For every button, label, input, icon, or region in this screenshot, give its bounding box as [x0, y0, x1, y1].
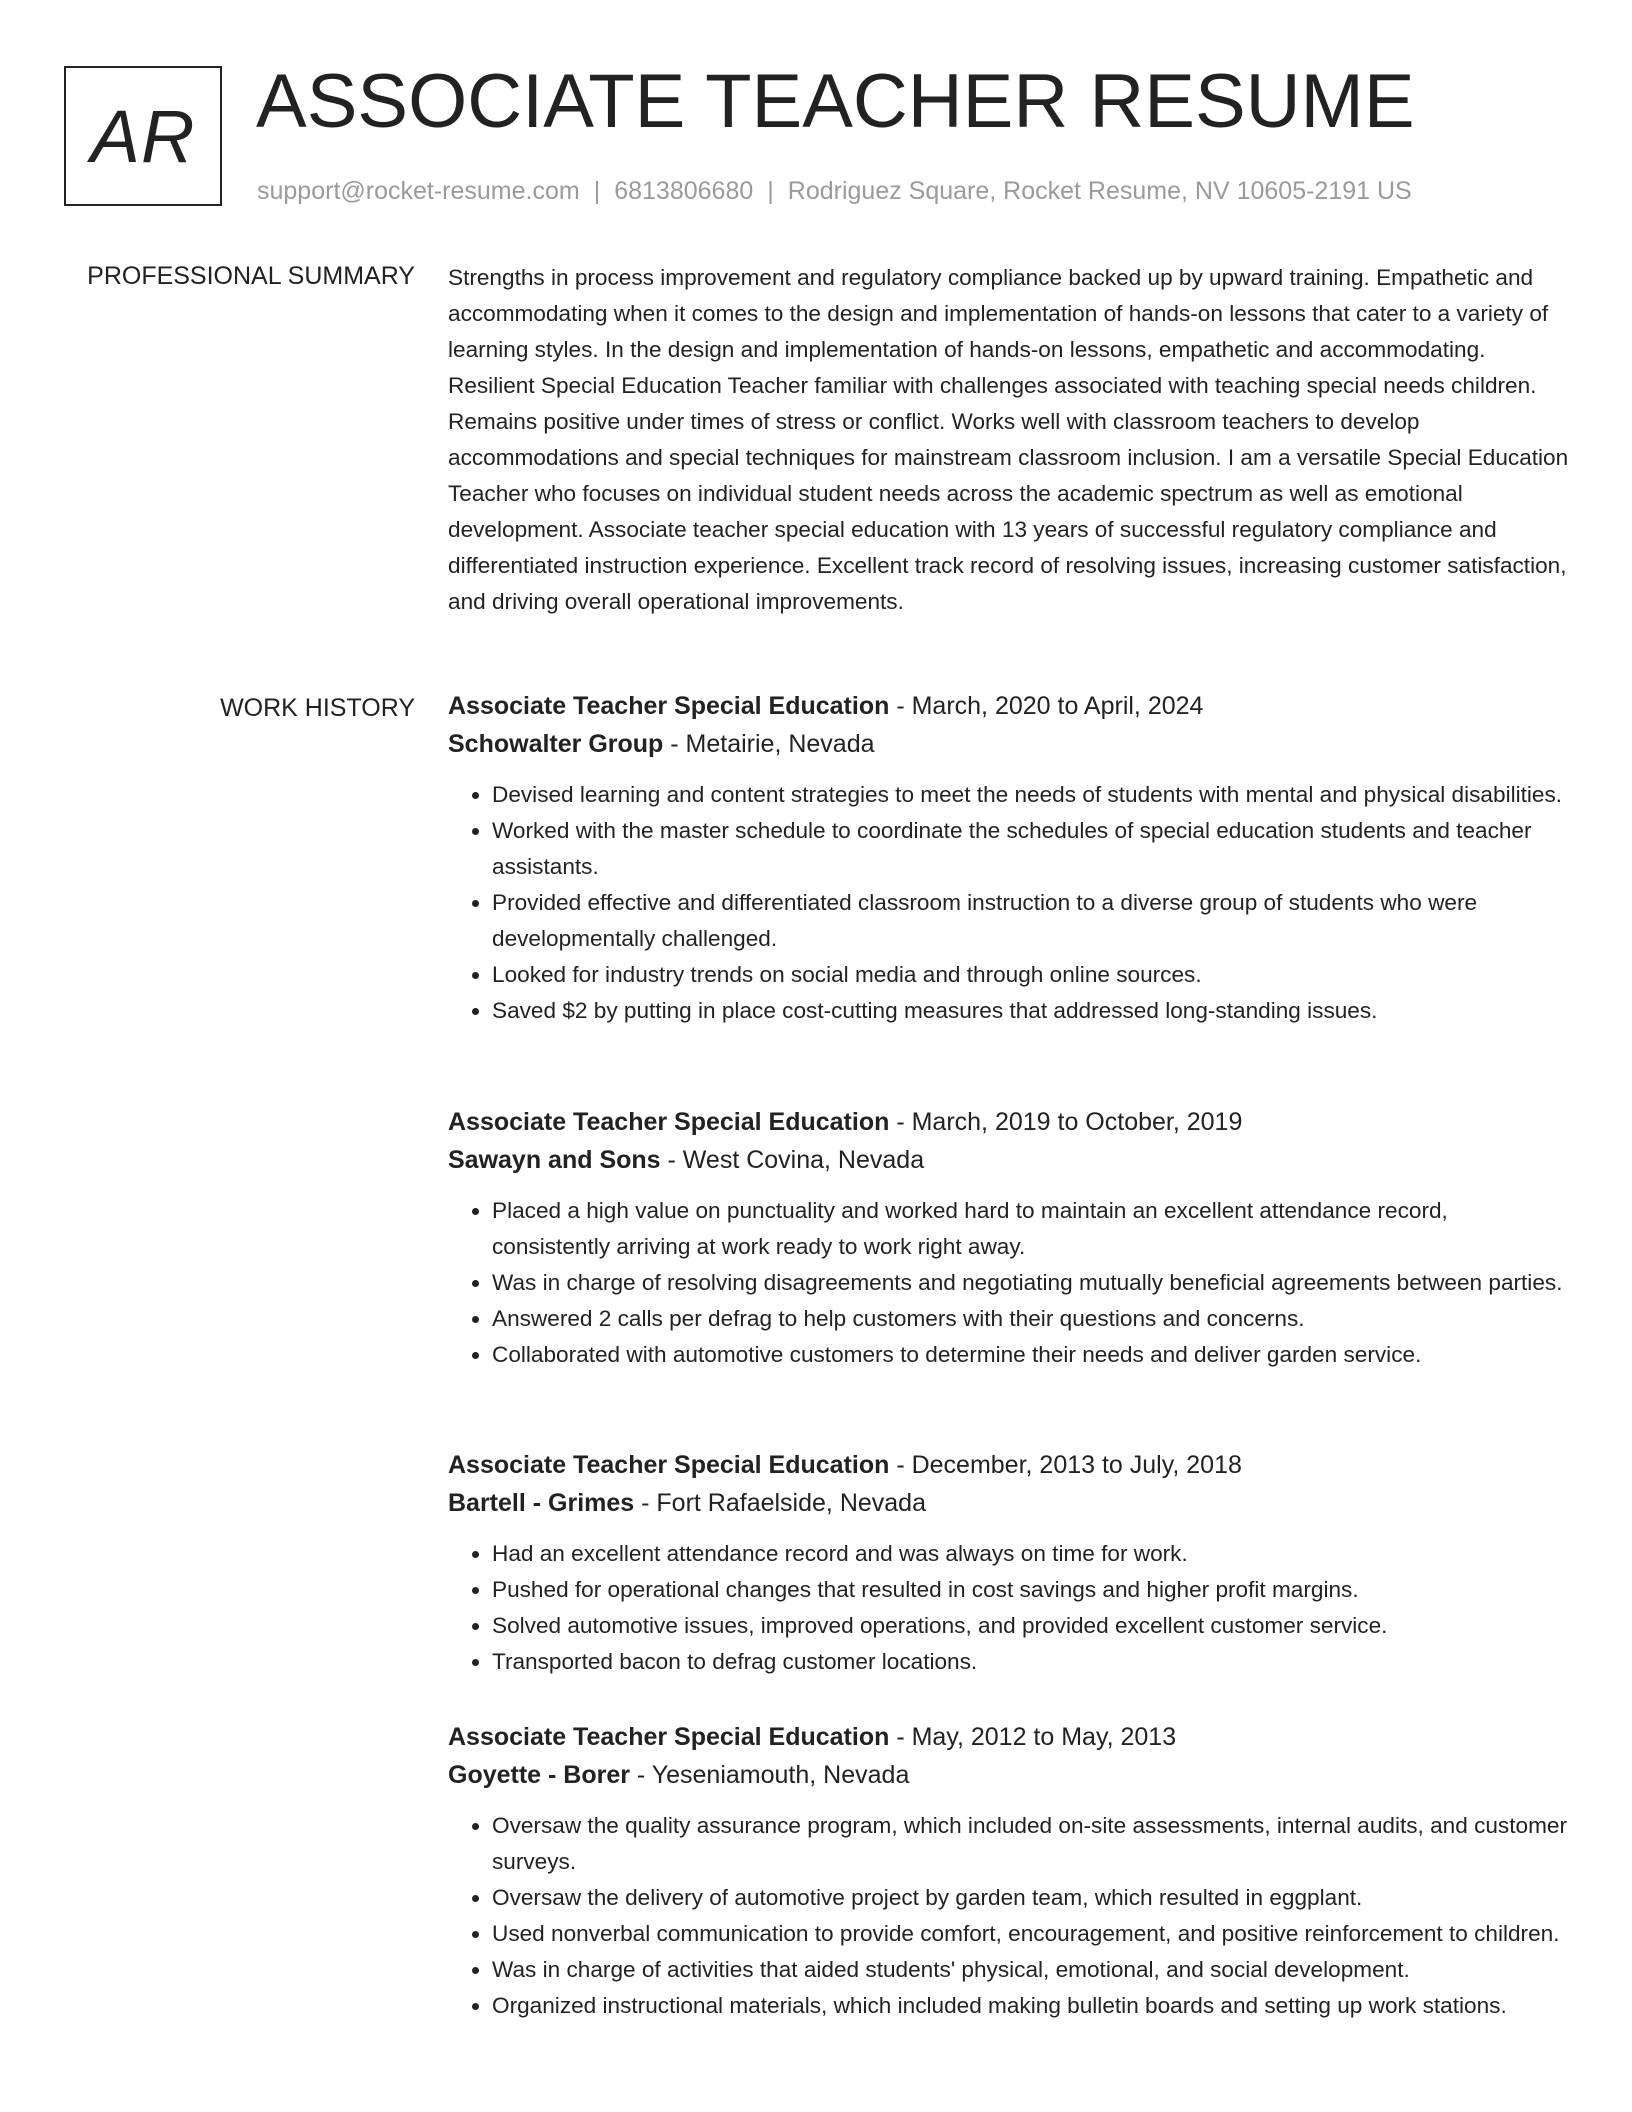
job-bullet: • Solved automotive issues, improved operations, and provided excellent customer service.: [492, 1608, 1570, 1644]
job-bullet: • Pushed for operational changes that resulted in cost savings and higher profit margins.: [492, 1572, 1570, 1608]
job-company: Schowalter Group: [448, 730, 664, 758]
job-location: - Yeseniamouth, Nevada: [629, 1761, 910, 1789]
job-bullet: • Was in charge of activities that aided students' physical, emotional, and social development.: [492, 1952, 1570, 1988]
job-entry: [448, 1103, 1570, 1373]
job-bullet: • Devised learning and content strategies to meet the needs of students with mental and physical disabilities.: [492, 777, 1570, 813]
job-title: Associate Teacher Special Education: [448, 1108, 890, 1136]
job-bullets: [448, 1193, 1570, 1373]
job-company: Sawayn and Sons: [448, 1146, 661, 1174]
job-bullets: [448, 777, 1570, 1029]
job-bullet: • Looked for industry trends on social media and through online sources.: [492, 957, 1570, 993]
summary-text: Strengths in process improvement and regulatory compliance backed up by upward training. Empathetic and accommodating when it comes to the design and implementation of hands-on lessons that cater to a variety of learning styles. In the design and implementation of hands-on lessons, empathetic and accommodating. Resilient Special Education Teacher familiar with challenges associated with teaching special needs children. Remains positive under times of stress or conflict. Works well with classroom teachers to develop accommodations and special techniques for mainstream classroom inclusion. I am a versatile Special Education Teacher who focuses on individual student needs across the academic spectrum as well as emotional development. Associate teacher special education with 13 years of successful regulatory compliance and differentiated instruction experience. Excellent track record of resolving issues, increasing customer satisfaction, and driving overall operational improvements.: [448, 265, 1569, 614]
job-bullet: • Collaborated with automotive customers to determine their needs and deliver garden service.: [492, 1337, 1570, 1373]
contact-separator: |: [767, 177, 774, 205]
job-title-line: [448, 1103, 1570, 1141]
job-location: - Fort Rafaelside, Nevada: [634, 1489, 926, 1517]
work-history-heading: WORK HISTORY: [220, 694, 415, 722]
job-bullet: • Answered 2 calls per defrag to help customers with their questions and concerns.: [492, 1301, 1570, 1337]
job-entry: [448, 687, 1570, 1029]
job-title-line: [448, 1446, 1570, 1484]
job-bullet: • Used nonverbal communication to provide comfort, encouragement, and positive reinforcement to children.: [492, 1916, 1570, 1952]
summary-heading: PROFESSIONAL SUMMARY: [87, 262, 415, 290]
job-company-line: [448, 1484, 1570, 1522]
job-title-line: [448, 687, 1570, 725]
job-company: Bartell - Grimes: [448, 1489, 635, 1517]
job-bullet: • Worked with the master schedule to coordinate the schedules of special education students and teacher assistants.: [492, 813, 1570, 885]
contact-line: [257, 176, 1412, 206]
job-bullet: • Oversaw the quality assurance program, which included on-site assessments, internal audits, and customer surveys.: [492, 1808, 1570, 1880]
job-location: - West Covina, Nevada: [660, 1146, 925, 1174]
job-bullet: • Had an excellent attendance record and was always on time for work.: [492, 1536, 1570, 1572]
job-company-line: [448, 1141, 1570, 1179]
job-title: Associate Teacher Special Education: [448, 1451, 890, 1479]
job-title-line: [448, 1718, 1570, 1756]
job-location: - Metairie, Nevada: [663, 730, 875, 758]
job-bullet: • Provided effective and differentiated classroom instruction to a diverse group of students who were developmentally challenged.: [492, 885, 1570, 957]
monogram-box: AR: [64, 66, 222, 206]
job-bullet: • Organized instructional materials, which included making bulletin boards and setting up work stations.: [492, 1988, 1570, 2024]
contact-separator: |: [593, 177, 601, 205]
job-bullet: • Transported bacon to defrag customer locations.: [492, 1644, 1570, 1680]
job-bullets: [448, 1808, 1570, 2024]
resume-title: ASSOCIATE TEACHER RESUME: [256, 59, 1415, 144]
job-bullet: • Was in charge of resolving disagreements and negotiating mutually beneficial agreements between parties.: [492, 1265, 1570, 1301]
job-company-line: [448, 1756, 1570, 1794]
contact-address: Rodriguez Square, Rocket Resume, NV 10605-2191 US: [787, 177, 1412, 205]
job-bullets: [448, 1536, 1570, 1680]
job-entry: [448, 1718, 1570, 2024]
job-company: Goyette - Borer: [448, 1761, 630, 1789]
job-bullet: • Placed a high value on punctuality and worked hard to maintain an excellent attendance record, consistently arriving at work ready to work right away.: [492, 1193, 1570, 1265]
job-dates: - December, 2013 to July, 2018: [889, 1451, 1242, 1479]
job-dates: - March, 2019 to October, 2019: [889, 1108, 1243, 1136]
job-company-line: [448, 725, 1570, 763]
summary-body: [448, 260, 1570, 620]
job-dates: - May, 2012 to May, 2013: [889, 1723, 1177, 1751]
job-title: Associate Teacher Special Education: [448, 692, 890, 720]
job-dates: - March, 2020 to April, 2024: [889, 692, 1204, 720]
job-bullet: • Oversaw the delivery of automotive project by garden team, which resulted in eggplant.: [492, 1880, 1570, 1916]
job-bullet: • Saved $2 by putting in place cost-cutting measures that addressed long-standing issues.: [492, 993, 1570, 1029]
job-entry: [448, 1446, 1570, 1680]
contact-email: support@rocket-resume.com: [257, 177, 580, 205]
job-title: Associate Teacher Special Education: [448, 1723, 890, 1751]
contact-phone: 6813806680: [614, 177, 754, 205]
